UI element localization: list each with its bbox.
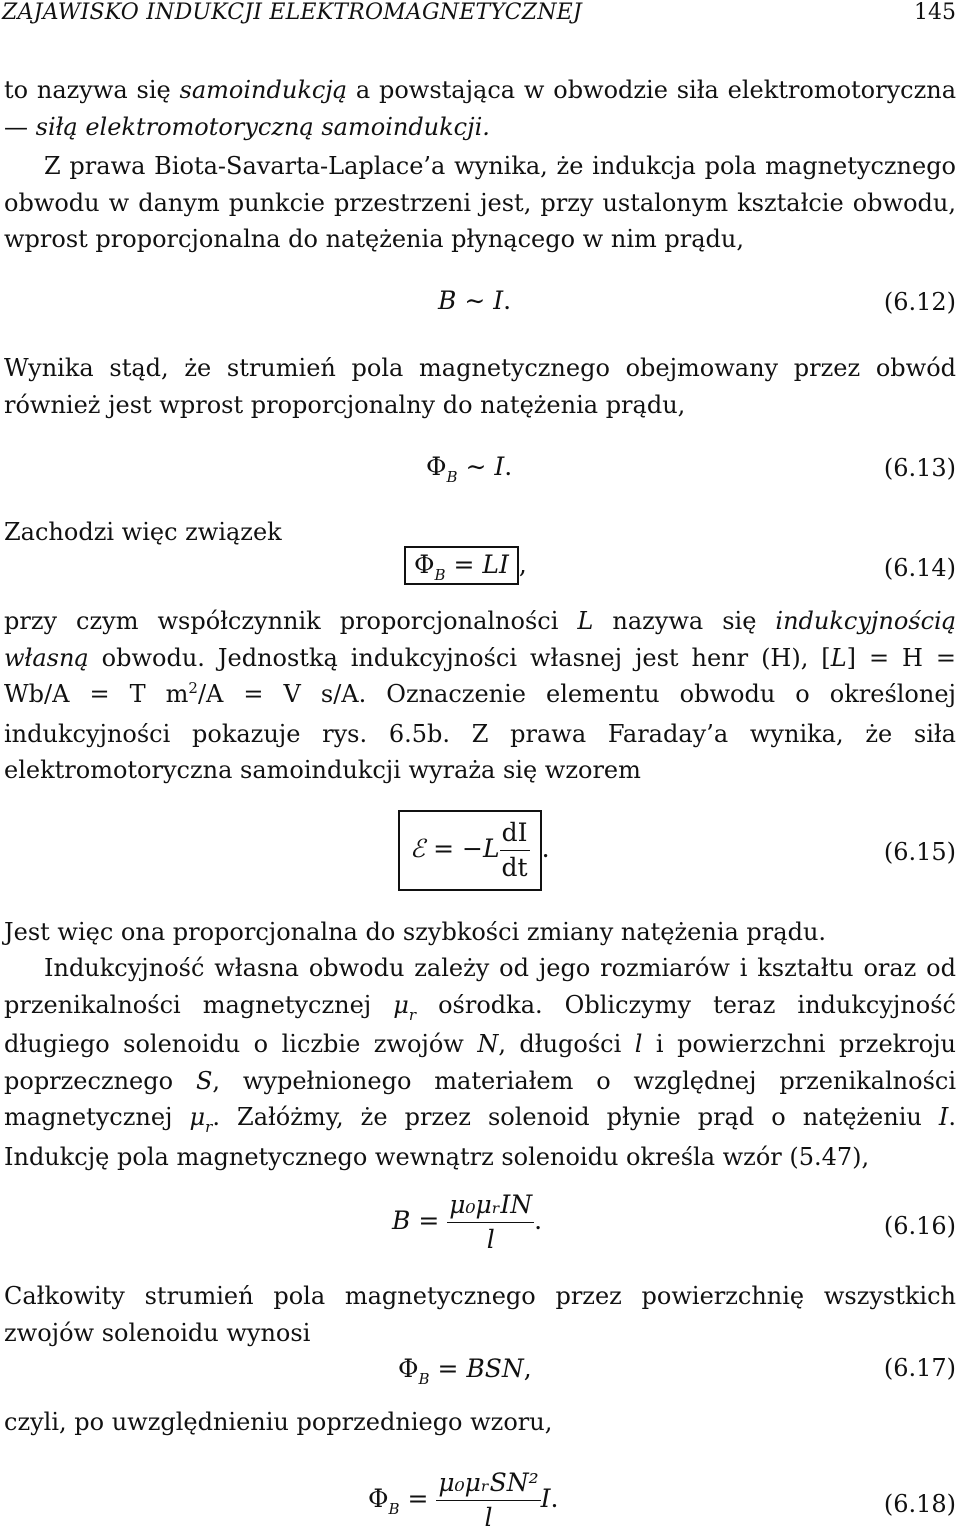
eq15-box xyxy=(398,810,542,891)
eq15-op: = − xyxy=(425,834,483,863)
eq13-end: . xyxy=(504,452,513,481)
p7-text-c: , długości xyxy=(498,1030,635,1058)
paragraph-5 xyxy=(4,603,956,789)
eq18-end: . xyxy=(550,1484,559,1513)
eq15-numerator: dI xyxy=(500,816,530,851)
eq12-rhs: I xyxy=(493,286,504,315)
eq14-end: , xyxy=(518,550,527,579)
equation-number-6-12: (6.12) xyxy=(883,288,956,316)
p5-term-indukcyjnosc: indukcyjnością własną xyxy=(4,607,957,672)
p1-text-c: a powstająca w obwodzie siła elektromotoryczna — xyxy=(4,76,957,141)
p7-text-g: . Indukcję pola magnetycznego wewnątrz solenoidu określa wzór (5.47), xyxy=(4,1103,957,1171)
eq16-end: . xyxy=(534,1206,543,1235)
p5-symbol-L2: L xyxy=(830,643,847,672)
eq14-box xyxy=(404,546,519,585)
eq18-sub: B xyxy=(388,1500,400,1518)
running-title: ZAJAWISKO INDUKCJI ELEKTROMAGNETYCZNEJ xyxy=(2,0,582,25)
eq18-rhs: I xyxy=(540,1484,551,1513)
p5-superscript-2: 2 xyxy=(188,679,198,697)
eq18-fraction xyxy=(436,1466,540,1535)
eq14-op: = xyxy=(445,550,483,579)
p8-text: Całkowity strumień pola magnetycznego przez powierzchnię wszystkich zwojów solenoidu wynosi xyxy=(4,1282,956,1347)
paragraph-3 xyxy=(4,350,956,423)
equation-6-14 xyxy=(404,546,527,585)
eq17-phi: Φ xyxy=(398,1354,419,1383)
eq18-op: = xyxy=(399,1484,437,1513)
p5-text-d: obwodu. Jednostką indukcyjności własnej jest henr (H), [ xyxy=(88,643,831,672)
p5-text-b: nazywa się xyxy=(593,607,776,635)
p2-text: Z prawa Biota-Savarta-Laplace’a wynika, że indukcja pola magnetycznego obwodu w danym punkcie przestrzeni jest, przy ustalonym kształcie obwodu, wprost proporcjonalna do natężenia płynącego w nim prądu, xyxy=(4,152,956,253)
equation-number-6-17: (6.17) xyxy=(883,1354,956,1382)
eq14-rhs: LI xyxy=(482,550,509,579)
p4-text: Zachodzi więc związek xyxy=(4,518,282,546)
eq18-denominator: l xyxy=(484,1503,493,1532)
equation-6-18 xyxy=(368,1466,558,1535)
eq15-fraction xyxy=(500,816,530,885)
eq13-sub: B xyxy=(446,468,458,486)
p6-text: Jest więc ona proporcjonalna do szybkości zmiany natężenia prądu. xyxy=(4,918,827,946)
eq12-op: ∼ xyxy=(456,286,494,315)
paragraph-9 xyxy=(4,1404,956,1441)
p5-text-f: /A = V s/A. Oznaczenie elementu obwodu o określonej indukcyjności pokazuje rys. 6.5b. Z prawa Faraday’a wynika, że siła elektromotoryczna samoindukcji wyraża się wzorem xyxy=(4,680,956,784)
eq16-denominator: l xyxy=(486,1225,495,1254)
eq16-numerator: μ₀μᵣIN xyxy=(447,1188,534,1223)
eq17-sub: B xyxy=(418,1370,430,1388)
equation-number-6-15: (6.15) xyxy=(883,838,956,866)
eq12-end: . xyxy=(503,286,512,315)
equation-6-15 xyxy=(398,810,550,891)
eq16-fraction xyxy=(447,1188,534,1257)
p9-text: czyli, po uwzględnieniu poprzedniego wzoru, xyxy=(4,1408,553,1436)
eq13-phi: Φ xyxy=(426,452,447,481)
p3-text: Wynika stąd, że strumień pola magnetycznego obejmowany przez obwód również jest wprost proporcjonalny do natężenia prądu, xyxy=(4,354,956,419)
eq15-denominator: dt xyxy=(501,853,528,882)
paragraph-1 xyxy=(4,72,956,145)
p7-text-d: i powierzchni przekroju poprzecznego xyxy=(4,1030,957,1095)
p7-symbol-I: I xyxy=(938,1103,949,1131)
eq13-rhs: I xyxy=(494,452,505,481)
eq17-end: , xyxy=(523,1354,532,1383)
p7-symbol-r2: r xyxy=(205,1118,213,1136)
equation-number-6-14: (6.14) xyxy=(883,554,956,582)
equation-number-6-18: (6.18) xyxy=(883,1490,956,1518)
eq14-sub: B xyxy=(434,566,446,584)
equation-6-16 xyxy=(392,1188,542,1257)
eq13-op: ∼ xyxy=(457,452,495,481)
eq18-phi: Φ xyxy=(368,1484,389,1513)
eq16-op: = xyxy=(410,1206,448,1235)
p1-text-a: to nazywa się xyxy=(4,76,180,104)
paragraph-6 xyxy=(4,914,956,951)
eq12-lhs: B xyxy=(438,286,457,315)
p5-text-e: ] = H = Wb/A = T m xyxy=(4,643,956,708)
eq17-op: = xyxy=(429,1354,467,1383)
equation-6-12 xyxy=(438,286,511,315)
page-number: 145 xyxy=(914,0,956,25)
paragraph-7 xyxy=(4,950,956,1175)
equation-6-17 xyxy=(398,1354,532,1388)
eq16-lhs: B xyxy=(392,1206,411,1235)
eq15-lhs: ℰ xyxy=(410,834,426,863)
page-header xyxy=(0,0,960,30)
equation-6-13 xyxy=(426,452,513,486)
p7-symbol-l: l xyxy=(634,1030,643,1058)
paragraph-2 xyxy=(4,148,956,258)
p7-symbol-r: r xyxy=(408,1005,417,1024)
p7-symbol-mu: μ xyxy=(393,990,409,1019)
eq14-phi: Φ xyxy=(414,550,435,579)
p5-symbol-L: L xyxy=(577,607,594,635)
paragraph-8 xyxy=(4,1278,956,1351)
p7-text-a: Indukcyjność własna obwodu zależy od jego rozmiarów i kształtu oraz od przenikalności magnetycznej xyxy=(4,954,956,1019)
p7-text-f: . Załóżmy, że przez solenoid płynie prąd o natężeniu xyxy=(212,1103,939,1131)
equation-number-6-13: (6.13) xyxy=(883,454,956,482)
eq15-L: L xyxy=(482,834,500,863)
p7-symbol-mu2: μ xyxy=(189,1103,206,1131)
p5-text-a: przy czym współczynnik proporcjonalności xyxy=(4,607,578,635)
p1-term-samoindukcja: samoindukcją xyxy=(179,76,348,104)
eq15-end: . xyxy=(541,834,550,863)
p1-term-sem: siłą elektromotoryczną samoindukcji. xyxy=(35,112,490,141)
p7-text-e: , wypełnionego materiałem o względnej przenikalności magnetycznej xyxy=(4,1066,957,1131)
p7-symbol-N: N xyxy=(477,1030,499,1058)
p7-symbol-S: S xyxy=(195,1066,213,1095)
eq17-rhs: BSN xyxy=(466,1354,524,1383)
eq18-numerator: μ₀μᵣSN² xyxy=(436,1466,540,1501)
equation-number-6-16: (6.16) xyxy=(883,1212,956,1240)
p7-text-b: ośrodka. Obliczymy teraz indukcyjność długiego solenoidu o liczbie zwojów xyxy=(4,990,956,1058)
